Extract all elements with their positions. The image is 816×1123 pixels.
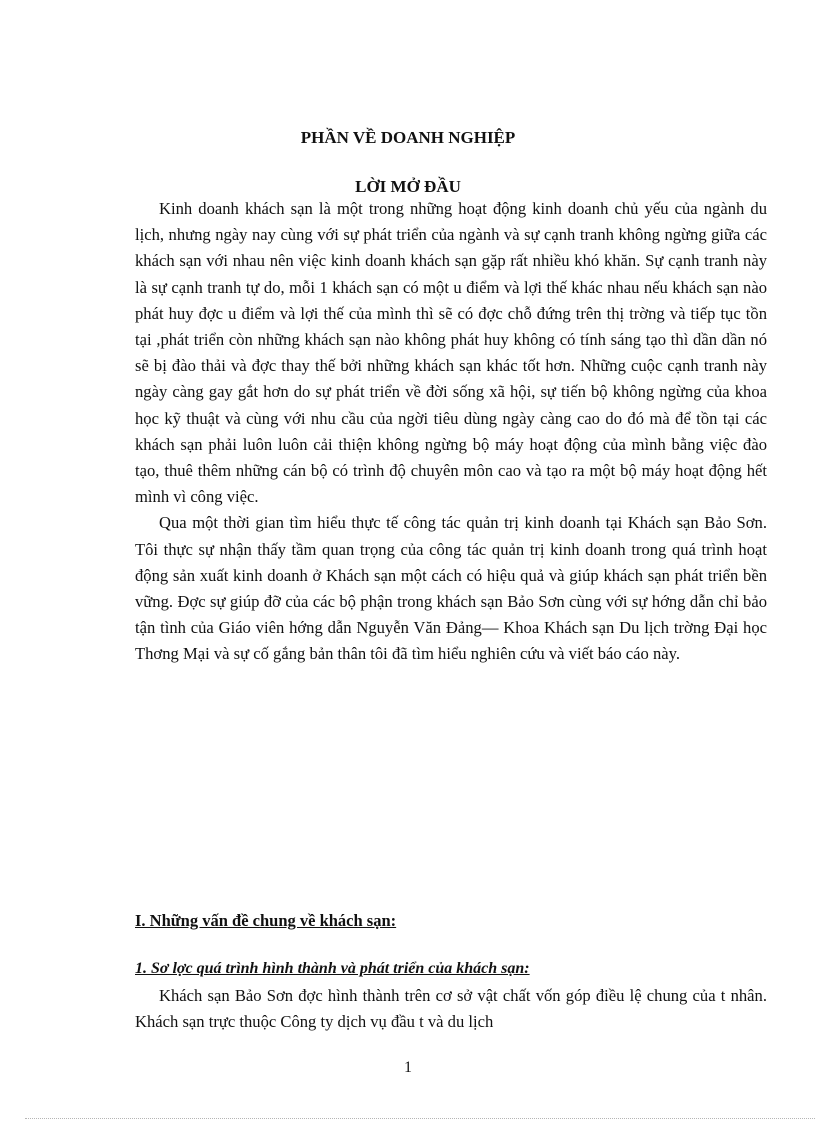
part-title: PHẦN VỀ DOANH NGHIỆP xyxy=(300,128,516,147)
history-body xyxy=(135,983,767,1035)
section-heading: I. Những vấn đề chung về khách sạn: xyxy=(135,911,397,930)
intro-paragraph: Kinh doanh khách sạn là một trong những hoạt động kinh doanh chủ yếu của ngành du lịch, nhưng ngày nay cùng với sự phát triển của ngành và sự cạnh tranh không ngừng giữa các khách sạn với nhau nên việc kinh doanh khách sạn gặp rất nhiều khó khăn. Sự cạnh tranh này là sự cạnh tranh tự do, mỗi 1 khách sạn có một u điểm và lợi thế khác nhau nếu khách sạn nào phát huy đợc u điểm và lợi thế của mình thì sẽ có đợc chỗ đứng trên thị trờng và tiếp tục tồn tại ,phát triển còn những khách sạn nào không phát huy không có tính sáng tạo thì dần dần nó sẽ bị đào thải và đợc thay thế bởi những khách sạn khác tốt hơn. Những cuộc cạnh tranh này ngày càng gay gắt hơn do sự phát triển về đời sống xã hội, sự tiến bộ không ngừng của khoa học kỹ thuật và cùng với nhu cầu của ngời tiêu dùng ngày càng cao do đó mà để tồn tại các khách sạn phải luôn luôn cải thiện không ngừng bộ máy hoạt động của mình bằng việc đào tạo, thuê thêm những cán bộ có trình độ chuyên môn cao và tạo ra một bộ máy hoạt động hết mình vì công việc. xyxy=(135,199,767,507)
intro-title: LỜI MỞ ĐẦU xyxy=(355,177,461,196)
intro-body xyxy=(135,196,767,668)
page-bottom-divider xyxy=(25,1118,815,1119)
subsection-heading: 1. Sơ lợc quá trình hình thành và phát triển của khách sạn: xyxy=(135,960,530,977)
history-paragraph: Khách sạn Bảo Sơn đợc hình thành trên cơ sở vật chất vốn góp điều lệ chung của t nhân. Khách sạn trực thuộc Công ty dịch vụ đầu t và du lịch xyxy=(135,986,767,1032)
intro-paragraph: Qua một thời gian tìm hiểu thực tế công tác quản trị kinh doanh tại Khách sạn Bảo Sơn. Tôi thực sự nhận thấy tầm quan trọng của công tác quản trị kinh doanh trong quá trình hoạt động sản xuất kinh doanh ở Khách sạn một cách có hiệu quả và giúp khách sạn phát triển bền vững. Đợc sự giúp đỡ của các bộ phận trong khách sạn Bảo Sơn cùng với sự hớng dẫn chỉ bảo tận tình của Giáo viên hớng dẫn Nguyễn Văn Đảng— Khoa Khách sạn Du lịch trờng Đại học Thơng Mại và sự cố gắng bản thân tôi đã tìm hiểu nghiên cứu và viết báo cáo này. xyxy=(135,513,767,664)
page-number: 1 xyxy=(404,1059,412,1076)
